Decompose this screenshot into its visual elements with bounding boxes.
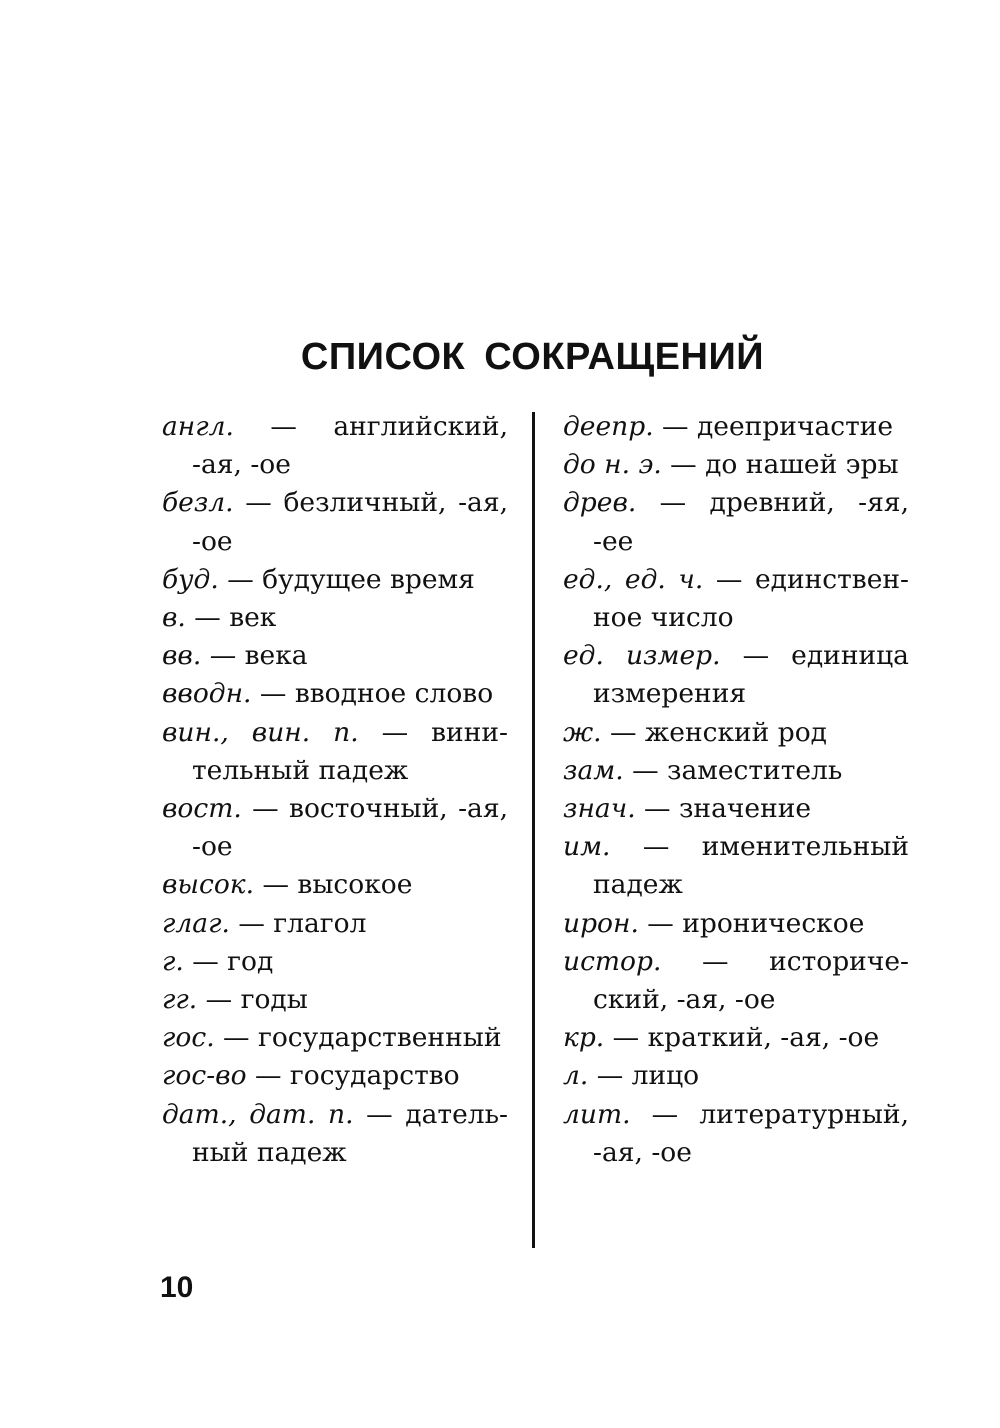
abbreviation-entry [563,1096,909,1172]
abbreviation-entry [563,714,909,752]
abbreviation-meaning: — литературный, -ая, -ое [593,1098,909,1168]
abbreviation: ирон. [563,907,639,939]
abbreviation-entry [563,752,909,790]
abbreviation: ж. [563,716,602,748]
abbreviation-entry [162,981,508,1019]
abbreviation: вводн. [162,678,252,710]
abbreviation: до н. э. [563,449,662,481]
abbreviation-meaning: — единица измерения [593,640,909,710]
abbreviation-meaning: — безличный, -ая, -ое [192,487,508,557]
abbreviation-entry [162,943,508,981]
abbreviation-entry [162,1096,508,1172]
abbreviation-meaning: — значение [635,793,812,825]
abbreviation-meaning: — будущее время [218,563,475,595]
abbreviation-meaning: — единственное число [593,563,910,634]
abbreviation-entry [162,484,508,560]
abbreviation: дат., дат. п. [162,1098,354,1130]
abbreviation-meaning: — дательный падеж [192,1098,508,1168]
abbreviation-meaning: — лицо [588,1060,700,1092]
abbreviation: буд. [162,563,219,595]
abbreviation-column-left [162,408,508,1172]
abbreviation: л. [563,1060,589,1092]
abbreviation-meaning: — век [185,602,277,634]
abbreviation-meaning: — высокое [254,869,413,901]
abbreviation-meaning: — английский, -ая, -ое [192,411,508,481]
abbreviation-meaning: — именительный падеж [593,831,909,901]
abbreviation-entry [563,484,909,560]
abbreviation-entry [162,408,508,484]
abbreviation-entry [563,561,909,637]
abbreviation: древ. [563,487,637,519]
abbreviation-meaning: — краткий, -ая, -ое [604,1022,880,1054]
abbreviation-entry [563,446,909,484]
abbreviation: ед. измер. [563,640,721,672]
abbreviation-entry [563,1019,909,1057]
page-number: 10 [160,1271,194,1304]
abbreviation-meaning: — заместитель [623,754,843,786]
abbreviation-entry [162,714,508,790]
abbreviation-entry [563,905,909,943]
abbreviation: ед., ед. ч. [563,563,704,595]
abbreviation: гос. [162,1022,215,1054]
abbreviation-entry [162,1057,508,1095]
column-divider [532,412,535,1248]
abbreviation-meaning: — государство [246,1060,460,1092]
abbreviation: лит. [563,1098,631,1130]
abbreviation-meaning: — государственный [214,1022,502,1054]
abbreviation-meaning: — исторический, -ая, -ое [593,945,909,1016]
abbreviation-meaning: — до нашей эры [661,449,899,481]
abbreviation-entry [162,561,508,599]
abbreviation-entry [162,1019,508,1057]
abbreviation-meaning: — женский род [601,716,828,748]
abbreviation-meaning: — ироническое [638,907,865,939]
abbreviation: зам. [563,754,624,786]
abbreviation: истор. [563,945,662,977]
abbreviation: англ. [162,411,234,442]
abbreviation-meaning: — винительный падеж [192,716,508,786]
abbreviation-entry [563,943,909,1019]
abbreviation-meaning: — древний, -яя, -ее [593,487,909,557]
abbreviation: высок. [162,869,255,901]
abbreviation-column-right [563,408,909,1172]
abbreviation-entry [162,905,508,943]
abbreviation: безл. [162,487,234,519]
abbreviation: вин., вин. п. [162,716,359,748]
abbreviation: глаг. [162,907,230,939]
abbreviation-meaning: — вводное слово [251,678,494,710]
abbreviation-entry [563,828,909,904]
abbreviation: кр. [563,1022,605,1054]
abbreviation-entry [162,790,508,866]
abbreviation-entry [162,866,508,904]
abbreviation: гос-во [162,1060,247,1092]
abbreviation: в. [162,602,186,634]
abbreviation: деепр. [563,411,654,442]
abbreviation-meaning: — восточный, -ая, -ое [192,793,508,863]
abbreviation-entry [563,790,909,828]
abbreviation-entry [563,1057,909,1095]
abbreviation-meaning: — века [201,640,308,672]
abbreviation: знач. [563,793,636,825]
abbreviation-meaning: — год [183,945,274,977]
abbreviation-meaning: — годы [197,984,308,1016]
abbreviation-entry [162,675,508,713]
abbreviation-entry [563,408,909,446]
abbreviation-entry [563,637,909,713]
abbreviation: гг. [162,984,198,1016]
page-title: СПИСОК СОКРАЩЕНИЙ [300,336,765,378]
abbreviation: вост. [162,793,242,825]
abbreviation: г. [162,945,184,977]
abbreviation-entry [162,637,508,675]
abbreviation-meaning: — глагол [229,907,367,939]
abbreviation-meaning: — деепричастие [653,411,894,442]
abbreviation: им. [563,831,611,863]
abbreviation: вв. [162,640,202,672]
abbreviation-entry [162,599,508,637]
